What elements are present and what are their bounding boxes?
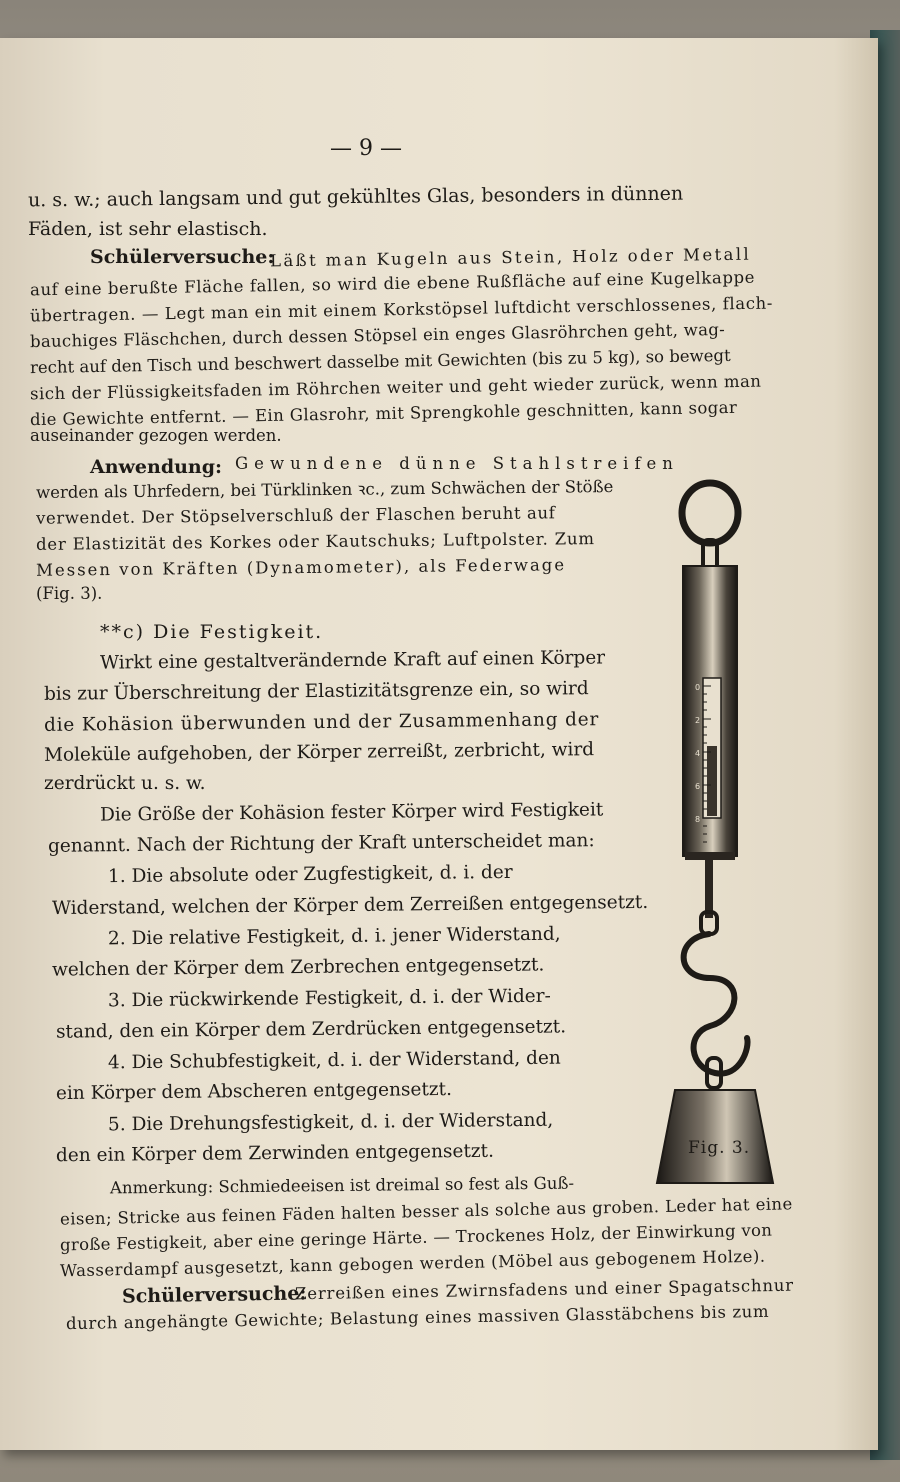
text-line: Zerreißen eines Zwirnsfadens und einer Spagatschnur <box>294 1275 795 1304</box>
text-line: u. s. w.; auch langsam und gut gekühltes Glas, besonders in dünnen <box>27 182 684 212</box>
text-line: Fäden, ist sehr elastisch. <box>28 218 268 240</box>
list-item: den ein Körper dem Zerwinden entgegensetzt. <box>55 1140 495 1167</box>
text-line: Wasserdampf ausgesetzt, kann gebogen werden (Möbel aus gebogenem Holze). <box>59 1246 766 1281</box>
list-item: 2. Die relative Festigkeit, d. i. jener Widerstand, <box>107 923 561 950</box>
scale-mark-label: 8 <box>695 815 701 824</box>
text-line: auseinander gezogen werden. <box>30 426 282 445</box>
page-number: — 9 — <box>330 136 402 161</box>
section-heading: **c) Die Festigkeit. <box>100 621 324 643</box>
text-line: (Fig. 3). <box>36 584 103 603</box>
scale-mark-label: 4 <box>695 749 701 758</box>
s-hook-icon <box>684 934 748 1074</box>
text-line: bis zur Überschreitung der Elastizitätsgrenze ein, so wird <box>43 678 589 705</box>
scale-mark-label: 2 <box>695 716 701 725</box>
book-page <box>0 38 878 1450</box>
text-line: Läßt man Kugeln aus Stein, Holz oder Metall <box>269 244 752 271</box>
text-line: eisen; Stricke aus feinen Fäden halten besser als solche aus groben. Leder hat eine <box>59 1194 793 1229</box>
text-line: auf eine berußte Fläche fallen, so wird die ebene Rußfläche auf eine Kugelkappe <box>29 267 756 300</box>
text-line: Moleküle aufgehoben, der Körper zerreißt, zerbricht, wird <box>43 739 595 766</box>
text-line: der Elastizität des Korkes oder Kautschuks; Luftpolster. Zum <box>35 529 595 554</box>
scale-mark-label: 0 <box>695 683 701 692</box>
text-line: übertragen. — Legt man ein mit einem Korkstöpsel luftdicht verschlossenes, flach- <box>29 293 774 326</box>
text-line: Die Größe der Kohäsion fester Körper wird Festigkeit <box>99 799 604 826</box>
text-line: bauchiges Fläschchen, durch dessen Stöpsel ein enges Glasröhrchen geht, wag- <box>29 319 726 352</box>
text-line: verwendet. Der Stöpselverschluß der Flaschen beruht auf <box>35 503 556 528</box>
text-line: werden als Uhrfedern, bei Türklinken ꝛc., zum Schwächen der Stöße <box>35 476 614 503</box>
list-item: ein Körper dem Abscheren entgegensetzt. <box>55 1078 453 1105</box>
text-line: Wirkt eine gestaltverändernde Kraft auf einen Körper <box>99 647 606 674</box>
text-line: große Festigkeit, aber eine geringe Härte. — Trockenes Holz, der Einwirkung von <box>59 1220 773 1255</box>
list-item: 5. Die Drehungsfestigkeit, d. i. der Widerstand, <box>107 1109 554 1136</box>
text-line: Messen von Kräften (Dynamometer), als Federwage <box>35 555 567 580</box>
spring-scale-illustration <box>655 478 790 1188</box>
text-line: Anmerkung: Schmiedeeisen ist dreimal so fest als Guß- <box>109 1173 575 1198</box>
list-item: 4. Die Schubfestigkeit, d. i. der Widerstand, den <box>107 1047 561 1074</box>
list-item: welchen der Körper dem Zerbrechen entgegensetzt. <box>51 954 545 981</box>
text-line: durch angehängte Gewichte; Belastung eines massiven Glasstäbchens bis zum <box>65 1301 770 1334</box>
text-line: sich der Flüssigkeitsfaden im Röhrchen weiter und geht wieder zurück, wenn man <box>29 371 762 404</box>
ring-icon <box>682 483 738 543</box>
text-line: zerdrückt u. s. w. <box>44 773 206 794</box>
text-line: die Gewichte entfernt. — Ein Glasrohr, mit Sprengkohle geschnitten, kann sogar <box>29 397 738 430</box>
list-item: Widerstand, welchen der Körper dem Zerreißen entgegensetzt. <box>51 891 649 920</box>
section-label: Anwendung: <box>90 456 223 478</box>
text-line: die Kohäsion überwunden und der Zusammenhang der <box>43 709 600 736</box>
list-item: stand, den ein Körper dem Zerdrücken entgegensetzt. <box>55 1016 567 1043</box>
weight-icon <box>657 1090 773 1183</box>
text-line: recht auf den Tisch und beschwert dasselbe mit Gewichten (bis zu 5 kg), so bewegt <box>29 345 731 378</box>
text-line: Gewundene dünne Stahlstreifen <box>235 454 679 473</box>
scale-mark-label: 6 <box>695 782 701 791</box>
list-item: 3. Die rückwirkende Festigkeit, d. i. der Wider- <box>107 985 551 1012</box>
section-label: Schülerversuche: <box>121 1282 307 1308</box>
text-line: genannt. Nach der Richtung der Kraft unterscheidet man: <box>47 830 595 857</box>
figure-caption: Fig. 3. <box>688 1138 751 1158</box>
list-item: 1. Die absolute oder Zugfestigkeit, d. i. der <box>107 861 513 888</box>
section-label: Schülerversuche: <box>90 246 275 268</box>
